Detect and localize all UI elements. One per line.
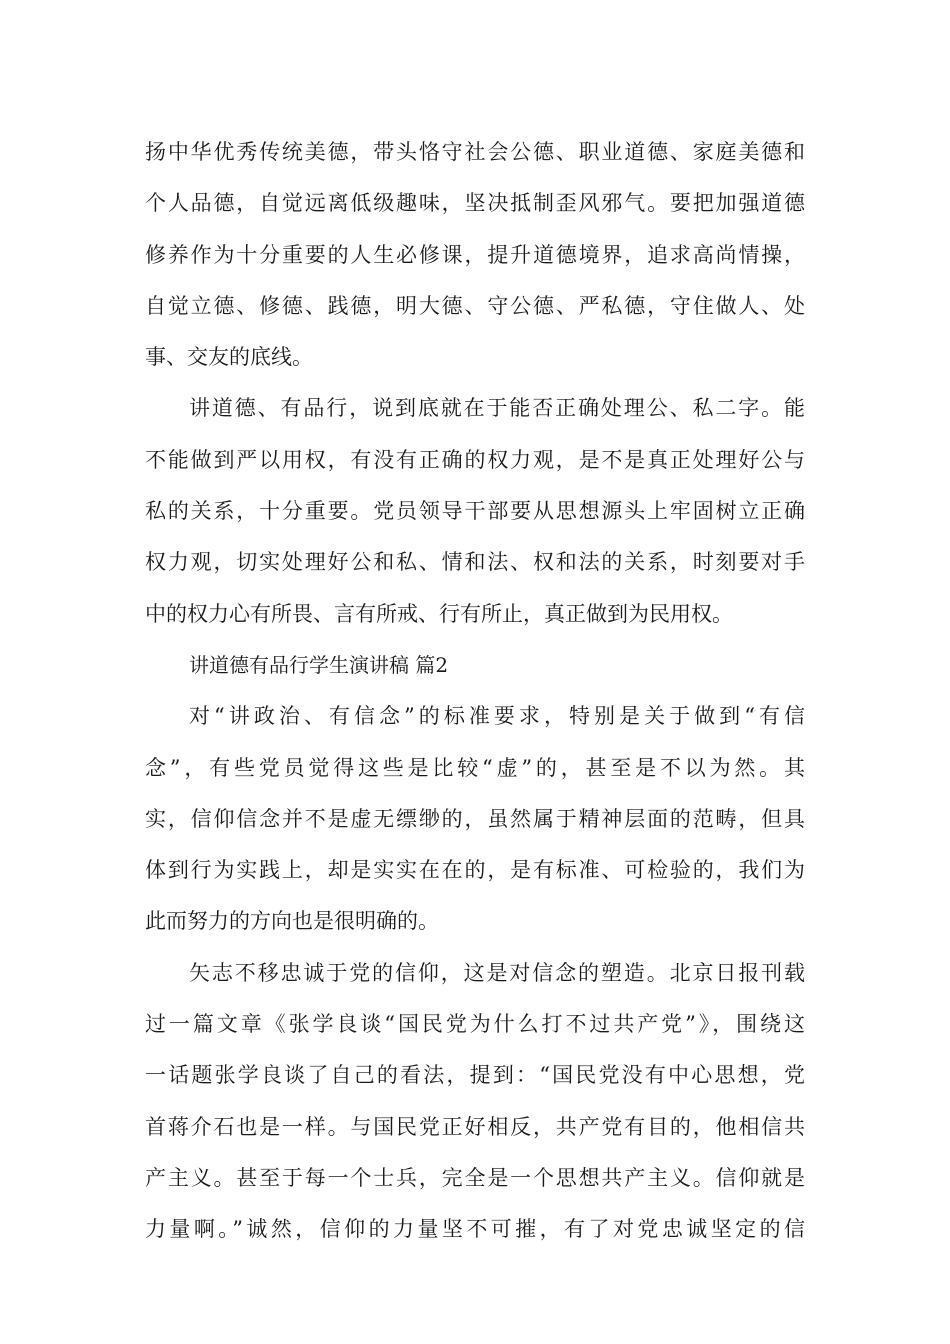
text-line: 体到行为实践上，却是实实在在的，是有标准、可检验的，我们为 [145, 858, 805, 883]
text-line: 实，信仰信念并不是虚无缥缈的，虽然属于精神层面的范畴，但具 [145, 806, 805, 831]
text-line: 个人品德，自觉远离低级趣味，坚决抵制歪风邪气。要把加强道德 [145, 191, 805, 216]
text-line: 中的权力心有所畏、言有所戒、行有所止，真正做到为民用权。 [145, 601, 733, 626]
text-line: 此而努力的方向也是很明确的。 [145, 909, 439, 934]
text-line: 自觉立德、修德、践德，明大德、守公德、严私德，守住做人、处 [145, 293, 805, 318]
document-body [145, 132, 805, 1261]
text-line: 不能做到严以用权，有没有正确的权力观，是不是真正处理好公与 [145, 447, 805, 472]
text-line: 力量啊。”诚然，信仰的力量坚不可摧，有了对党忠诚坚定的信 [145, 1217, 805, 1242]
text-line: 扬中华优秀传统美德，带头恪守社会公德、职业道德、家庭美德和 [145, 140, 805, 164]
text-line: 私的关系，十分重要。党员领导干部要从思想源头上牢固树立正确 [145, 499, 805, 524]
text-line: 产主义。甚至于每一个士兵，完全是一个思想共产主义。信仰就是 [145, 1165, 805, 1190]
paragraph-first-line: 对“讲政治、有信念”的标准要求，特别是关于做到“有信 [189, 704, 805, 729]
section-heading: 讲道德有品行学生演讲稿 篇2 [189, 652, 449, 677]
text-line: 念”，有些党员觉得这些是比较“虚”的，甚至是不以为然。其 [145, 755, 805, 780]
text-line: 事、交友的底线。 [145, 345, 313, 370]
text-line: 修养作为十分重要的人生必修课，提升道德境界，追求高尚情操， [145, 242, 805, 267]
paragraph-first-line: 讲道德、有品行，说到底就在于能否正确处理公、私二字。能 [189, 396, 805, 421]
paragraph-first-line: 矢志不移忠诚于党的信仰，这是对信念的塑造。北京日报刊载 [189, 960, 805, 985]
text-line: 首蒋介石也是一样。与国民党正好相反，共产党有目的，他相信共 [145, 1114, 805, 1139]
text-line: 一话题张学良谈了自己的看法，提到：“国民党没有中心思想，党 [145, 1063, 805, 1088]
text-line: 过一篇文章《张学良谈“国民党为什么打不过共产党”》，围绕这 [145, 1012, 805, 1037]
text-line: 权力观，切实处理好公和私、情和法、权和法的关系，时刻要对手 [145, 550, 805, 575]
